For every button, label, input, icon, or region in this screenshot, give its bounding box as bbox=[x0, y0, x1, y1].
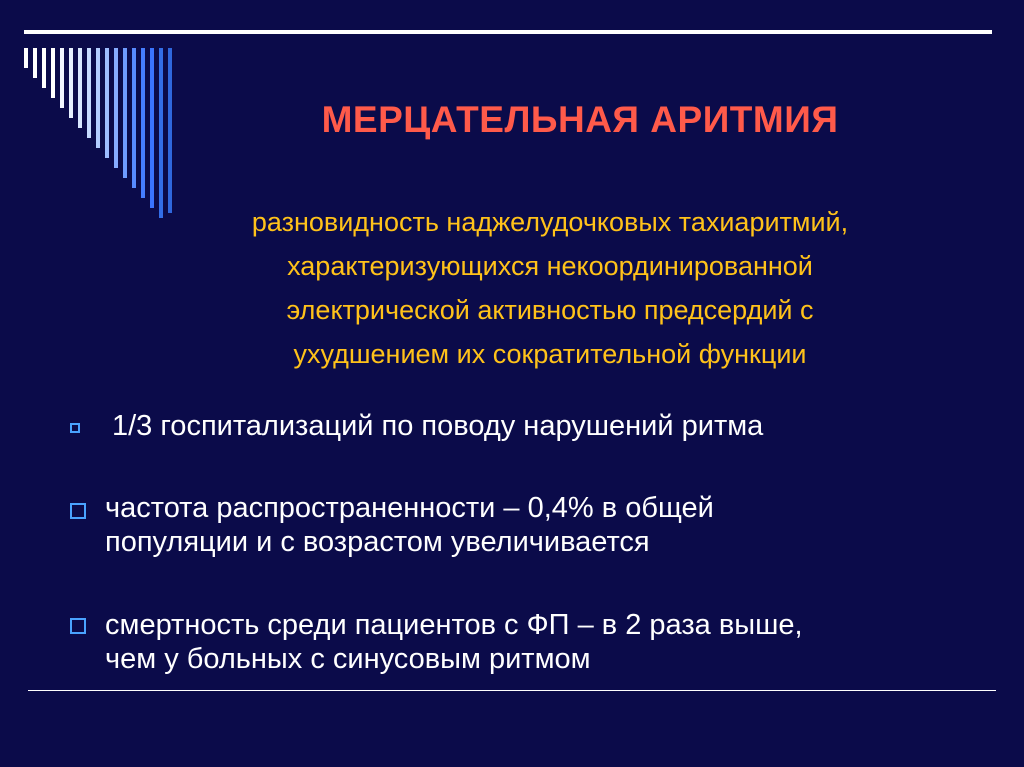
square-bullet-icon bbox=[70, 503, 86, 519]
list-item-text: 1/3 госпитализаций по поводу нарушений ритма bbox=[112, 410, 764, 442]
slide-title: МЕРЦАТЕЛЬНАЯ АРИТМИЯ bbox=[321, 99, 839, 140]
list-item-text: частота распространенности – 0,4% в общей bbox=[105, 492, 714, 524]
definition-line: электрической активностью предсердий с bbox=[286, 295, 814, 325]
list-item-text: популяции и с возрастом увеличивается bbox=[105, 526, 650, 558]
square-bullet-icon bbox=[70, 423, 80, 433]
bottom-divider-line bbox=[28, 690, 996, 691]
square-bullet-icon bbox=[70, 618, 86, 634]
definition-line: характеризующихся некоординированной bbox=[287, 251, 813, 281]
list-item-text: смертность среди пациентов с ФП – в 2 раза выше, bbox=[105, 609, 803, 641]
definition-line: разновидность наджелудочковых тахиаритмий, bbox=[251, 207, 849, 237]
definition-line: ухудшением их сократительной функции bbox=[293, 339, 807, 369]
list-item-text: чем у больных с синусовым ритмом bbox=[105, 643, 591, 675]
